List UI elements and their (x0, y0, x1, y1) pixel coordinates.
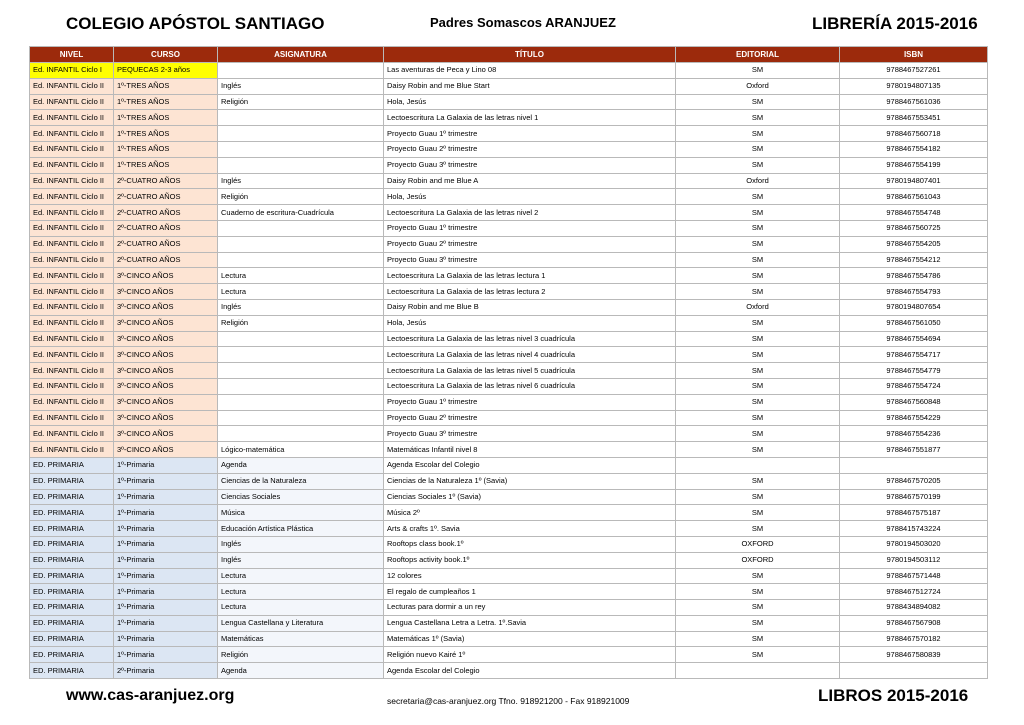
cell-isbn: 9788467551877 (840, 442, 988, 458)
cell-curso: 1º-TRES AÑOS (114, 94, 218, 110)
cell-nivel: Ed. INFANTIL Ciclo II (30, 189, 114, 205)
cell-isbn: 9788467512724 (840, 584, 988, 600)
table-row (30, 521, 988, 537)
table-row (30, 457, 988, 473)
website-link[interactable]: www.cas-aranjuez.org (66, 687, 235, 704)
cell-nivel: ED. PRIMARIA (30, 615, 114, 631)
table-row (30, 505, 988, 521)
cell-nivel: Ed. INFANTIL Ciclo II (30, 157, 114, 173)
cell-asignatura: Música (218, 505, 384, 521)
footer-title: LIBROS 2015-2016 (818, 686, 969, 705)
cell-nivel: Ed. INFANTIL Ciclo II (30, 205, 114, 221)
table-row (30, 378, 988, 394)
cell-isbn: 9788467571448 (840, 568, 988, 584)
cell-isbn: 9788467554786 (840, 268, 988, 284)
cell-curso: 1º-TRES AÑOS (114, 157, 218, 173)
cell-asignatura (218, 331, 384, 347)
cell-nivel: Ed. INFANTIL Ciclo II (30, 410, 114, 426)
cell-editorial: SM (676, 252, 840, 268)
table-row (30, 252, 988, 268)
cell-isbn: 9788467561036 (840, 94, 988, 110)
cell-asignatura: Lectura (218, 600, 384, 616)
cell-curso: 1º-Primaria (114, 615, 218, 631)
cell-asignatura: Religión (218, 315, 384, 331)
school-order: Padres Somascos ARANJUEZ (430, 15, 616, 30)
cell-nivel: Ed. INFANTIL Ciclo II (30, 94, 114, 110)
table-row (30, 315, 988, 331)
cell-curso: 2º-CUATRO AÑOS (114, 173, 218, 189)
cell-isbn: 9780194807654 (840, 299, 988, 315)
table-row (30, 78, 988, 94)
cell-editorial: SM (676, 647, 840, 663)
column-header-nivel: NIVEL (30, 47, 114, 63)
cell-asignatura: Matemáticas (218, 631, 384, 647)
cell-isbn: 9788467567908 (840, 615, 988, 631)
cell-editorial: SM (676, 505, 840, 521)
cell-titulo: Agenda Escolar del Colegio (384, 663, 676, 679)
cell-titulo: Ciencias de la Naturaleza 1º (Savia) (384, 473, 676, 489)
cell-isbn: 9788467575187 (840, 505, 988, 521)
cell-titulo: Lectoescritura La Galaxia de las letras nivel 3 cuadrícula (384, 331, 676, 347)
column-header-asignatura: ASIGNATURA (218, 47, 384, 63)
cell-asignatura: Lectura (218, 268, 384, 284)
cell-titulo: Matemáticas Infantil nivel 8 (384, 442, 676, 458)
cell-nivel: Ed. INFANTIL Ciclo II (30, 126, 114, 142)
table-row (30, 220, 988, 236)
cell-curso: 2º-CUATRO AÑOS (114, 220, 218, 236)
cell-nivel: ED. PRIMARIA (30, 600, 114, 616)
cell-nivel: Ed. INFANTIL Ciclo II (30, 268, 114, 284)
cell-curso: 1º-Primaria (114, 536, 218, 552)
cell-nivel: Ed. INFANTIL Ciclo II (30, 299, 114, 315)
cell-isbn: 9788467560725 (840, 220, 988, 236)
cell-isbn: 9788467554694 (840, 331, 988, 347)
cell-asignatura: Lengua Castellana y Literatura (218, 615, 384, 631)
cell-isbn: 9788415743224 (840, 521, 988, 537)
cell-nivel: ED. PRIMARIA (30, 457, 114, 473)
contact-info: secretaria@cas-aranjuez.org Tfno. 918921200 - Fax 918921009 (387, 696, 630, 706)
cell-nivel: ED. PRIMARIA (30, 489, 114, 505)
table-row (30, 631, 988, 647)
cell-isbn: 9788467554779 (840, 363, 988, 379)
cell-titulo: Las aventuras de Peca y Lino 08 (384, 63, 676, 79)
cell-curso: 3º-CINCO AÑOS (114, 299, 218, 315)
cell-titulo: Daisy Robin and me Blue B (384, 299, 676, 315)
cell-asignatura: Ciencias Sociales (218, 489, 384, 505)
cell-titulo: Lectoescritura La Galaxia de las letras nivel 1 (384, 110, 676, 126)
cell-curso: 3º-CINCO AÑOS (114, 363, 218, 379)
cell-titulo: Proyecto Guau 2º trimestre (384, 141, 676, 157)
cell-editorial: SM (676, 315, 840, 331)
table-row (30, 552, 988, 568)
cell-editorial: SM (676, 94, 840, 110)
cell-isbn: 9788467554717 (840, 347, 988, 363)
list-title: LIBRERÍA 2015-2016 (812, 14, 978, 33)
cell-nivel: Ed. INFANTIL Ciclo II (30, 78, 114, 94)
cell-asignatura: Religión (218, 189, 384, 205)
cell-isbn: 9788467553451 (840, 110, 988, 126)
table-row (30, 615, 988, 631)
cell-editorial: SM (676, 347, 840, 363)
cell-editorial: SM (676, 363, 840, 379)
table-row (30, 489, 988, 505)
cell-curso: 1º-Primaria (114, 457, 218, 473)
book-list-table (29, 46, 988, 679)
cell-asignatura (218, 363, 384, 379)
table-row (30, 94, 988, 110)
cell-asignatura: Inglés (218, 552, 384, 568)
cell-curso: 2º-Primaria (114, 663, 218, 679)
cell-nivel: ED. PRIMARIA (30, 568, 114, 584)
cell-asignatura (218, 126, 384, 142)
cell-nivel: Ed. INFANTIL Ciclo II (30, 110, 114, 126)
cell-curso: 1º-TRES AÑOS (114, 126, 218, 142)
cell-asignatura (218, 410, 384, 426)
table-row (30, 584, 988, 600)
cell-titulo: Proyecto Guau 2º trimestre (384, 410, 676, 426)
cell-titulo: Lengua Castellana Letra a Letra. 1º.Savia (384, 615, 676, 631)
cell-editorial: SM (676, 141, 840, 157)
table-row (30, 647, 988, 663)
cell-curso: 3º-CINCO AÑOS (114, 315, 218, 331)
cell-asignatura: Agenda (218, 663, 384, 679)
table-row (30, 442, 988, 458)
cell-nivel: Ed. INFANTIL Ciclo II (30, 220, 114, 236)
cell-editorial: SM (676, 410, 840, 426)
cell-curso: 3º-CINCO AÑOS (114, 284, 218, 300)
cell-editorial: Oxford (676, 78, 840, 94)
cell-curso: 1º-Primaria (114, 584, 218, 600)
cell-nivel: ED. PRIMARIA (30, 521, 114, 537)
cell-editorial: SM (676, 63, 840, 79)
cell-asignatura: Lectura (218, 284, 384, 300)
cell-isbn: 9780194503020 (840, 536, 988, 552)
cell-asignatura (218, 141, 384, 157)
cell-curso: 1º-Primaria (114, 489, 218, 505)
cell-isbn: 9788467554748 (840, 205, 988, 221)
cell-asignatura (218, 157, 384, 173)
cell-titulo: Música 2º (384, 505, 676, 521)
cell-editorial: OXFORD (676, 536, 840, 552)
cell-isbn: 9780194807135 (840, 78, 988, 94)
cell-curso: 3º-CINCO AÑOS (114, 394, 218, 410)
cell-curso: 1º-TRES AÑOS (114, 110, 218, 126)
cell-editorial: SM (676, 331, 840, 347)
table-row (30, 347, 988, 363)
cell-isbn: 9780194807401 (840, 173, 988, 189)
cell-asignatura: Lectura (218, 568, 384, 584)
cell-titulo: Proyecto Guau 1º trimestre (384, 220, 676, 236)
cell-asignatura: Lectura (218, 584, 384, 600)
school-name: COLEGIO APÓSTOL SANTIAGO (66, 14, 325, 33)
cell-curso: 3º-CINCO AÑOS (114, 426, 218, 442)
cell-editorial: SM (676, 220, 840, 236)
cell-asignatura: Inglés (218, 173, 384, 189)
cell-editorial (676, 663, 840, 679)
table-row (30, 600, 988, 616)
cell-isbn: 9788467570205 (840, 473, 988, 489)
table-row (30, 63, 988, 79)
cell-asignatura: Religión (218, 647, 384, 663)
cell-editorial: SM (676, 568, 840, 584)
cell-nivel: ED. PRIMARIA (30, 536, 114, 552)
cell-asignatura (218, 378, 384, 394)
cell-titulo: Proyecto Guau 1º trimestre (384, 126, 676, 142)
cell-curso: 1º-TRES AÑOS (114, 78, 218, 94)
cell-curso: 2º-CUATRO AÑOS (114, 205, 218, 221)
cell-curso: 3º-CINCO AÑOS (114, 347, 218, 363)
cell-editorial: SM (676, 205, 840, 221)
cell-asignatura (218, 394, 384, 410)
cell-editorial: SM (676, 284, 840, 300)
cell-curso: 1º-Primaria (114, 521, 218, 537)
table-row (30, 173, 988, 189)
cell-asignatura (218, 63, 384, 79)
cell-isbn: 9788467580839 (840, 647, 988, 663)
cell-curso: 1º-Primaria (114, 600, 218, 616)
table-row (30, 394, 988, 410)
table-row (30, 363, 988, 379)
cell-titulo: Hola, Jesús (384, 189, 676, 205)
table-row (30, 268, 988, 284)
cell-isbn: 9788467554793 (840, 284, 988, 300)
cell-isbn: 9788467561050 (840, 315, 988, 331)
cell-nivel: ED. PRIMARIA (30, 584, 114, 600)
cell-nivel: Ed. INFANTIL Ciclo II (30, 315, 114, 331)
cell-titulo: El regalo de cumpleaños 1 (384, 584, 676, 600)
cell-titulo: Hola, Jesús (384, 94, 676, 110)
table-header-row (30, 47, 988, 63)
cell-editorial (676, 457, 840, 473)
cell-isbn: 9788467554229 (840, 410, 988, 426)
cell-curso: 3º-CINCO AÑOS (114, 442, 218, 458)
cell-curso: 3º-CINCO AÑOS (114, 378, 218, 394)
cell-nivel: Ed. INFANTIL Ciclo II (30, 442, 114, 458)
cell-asignatura (218, 426, 384, 442)
cell-titulo: Proyecto Guau 3º trimestre (384, 157, 676, 173)
table-row (30, 189, 988, 205)
cell-curso: 2º-CUATRO AÑOS (114, 189, 218, 205)
cell-titulo: Lectoescritura La Galaxia de las letras nivel 2 (384, 205, 676, 221)
cell-curso: 1º-Primaria (114, 631, 218, 647)
cell-editorial: SM (676, 473, 840, 489)
cell-asignatura: Inglés (218, 78, 384, 94)
table-row (30, 236, 988, 252)
table-row (30, 663, 988, 679)
cell-asignatura: Agenda (218, 457, 384, 473)
cell-isbn: 9788467560848 (840, 394, 988, 410)
cell-titulo: Arts & crafts 1º. Savia (384, 521, 676, 537)
cell-titulo: Proyecto Guau 1º trimestre (384, 394, 676, 410)
column-header-titulo: TÍTULO (384, 47, 676, 63)
cell-nivel: Ed. INFANTIL Ciclo II (30, 378, 114, 394)
cell-curso: 1º-Primaria (114, 568, 218, 584)
cell-asignatura: Cuaderno de escritura-Cuadrícula (218, 205, 384, 221)
cell-editorial: SM (676, 126, 840, 142)
cell-editorial: OXFORD (676, 552, 840, 568)
cell-titulo: Matemáticas 1º (Savia) (384, 631, 676, 647)
cell-editorial: Oxford (676, 299, 840, 315)
cell-editorial: SM (676, 189, 840, 205)
cell-nivel: Ed. INFANTIL Ciclo II (30, 173, 114, 189)
cell-editorial: SM (676, 394, 840, 410)
cell-asignatura (218, 110, 384, 126)
cell-nivel: Ed. INFANTIL Ciclo II (30, 252, 114, 268)
cell-isbn: 9788467561043 (840, 189, 988, 205)
column-header-editorial: EDITORIAL (676, 47, 840, 63)
cell-curso: 1º-Primaria (114, 647, 218, 663)
cell-editorial: SM (676, 157, 840, 173)
table-row (30, 536, 988, 552)
cell-nivel: ED. PRIMARIA (30, 647, 114, 663)
cell-titulo: Ciencias Sociales 1º (Savia) (384, 489, 676, 505)
table-row (30, 299, 988, 315)
cell-titulo: Daisy Robin and me Blue Start (384, 78, 676, 94)
cell-isbn: 9788467527261 (840, 63, 988, 79)
cell-isbn: 9788467554236 (840, 426, 988, 442)
cell-isbn: 9788467560718 (840, 126, 988, 142)
cell-titulo: Daisy Robin and me Blue A (384, 173, 676, 189)
cell-isbn (840, 663, 988, 679)
cell-curso: 1º-Primaria (114, 473, 218, 489)
cell-curso: 3º-CINCO AÑOS (114, 268, 218, 284)
table-row (30, 205, 988, 221)
column-header-curso: CURSO (114, 47, 218, 63)
cell-asignatura: Religión (218, 94, 384, 110)
table-row (30, 126, 988, 142)
cell-editorial: SM (676, 236, 840, 252)
cell-nivel: ED. PRIMARIA (30, 505, 114, 521)
cell-nivel: ED. PRIMARIA (30, 473, 114, 489)
cell-asignatura (218, 236, 384, 252)
cell-editorial: SM (676, 268, 840, 284)
cell-nivel: Ed. INFANTIL Ciclo II (30, 394, 114, 410)
cell-titulo: Lectoescritura La Galaxia de las letras lectura 1 (384, 268, 676, 284)
table-row (30, 568, 988, 584)
cell-nivel: ED. PRIMARIA (30, 552, 114, 568)
cell-editorial: SM (676, 378, 840, 394)
cell-titulo: Proyecto Guau 3º trimestre (384, 426, 676, 442)
cell-titulo: 12 colores (384, 568, 676, 584)
cell-curso: 1º-TRES AÑOS (114, 141, 218, 157)
cell-titulo: Lectoescritura La Galaxia de las letras nivel 6 cuadrícula (384, 378, 676, 394)
cell-editorial: SM (676, 584, 840, 600)
cell-titulo: Proyecto Guau 3º trimestre (384, 252, 676, 268)
table-row (30, 426, 988, 442)
cell-asignatura (218, 347, 384, 363)
cell-titulo: Hola, Jesús (384, 315, 676, 331)
cell-isbn: 9788467554199 (840, 157, 988, 173)
table-row (30, 410, 988, 426)
cell-curso: 1º-Primaria (114, 552, 218, 568)
cell-nivel: Ed. INFANTIL Ciclo II (30, 426, 114, 442)
cell-editorial: Oxford (676, 173, 840, 189)
cell-asignatura: Inglés (218, 536, 384, 552)
cell-titulo: Lectoescritura La Galaxia de las letras nivel 5 cuadrícula (384, 363, 676, 379)
cell-nivel: Ed. INFANTIL Ciclo II (30, 141, 114, 157)
cell-isbn: 9788467554724 (840, 378, 988, 394)
cell-curso: 2º-CUATRO AÑOS (114, 252, 218, 268)
cell-isbn: 9788434894082 (840, 600, 988, 616)
cell-asignatura: Ciencias de la Naturaleza (218, 473, 384, 489)
cell-titulo: Lectoescritura La Galaxia de las letras nivel 4 cuadrícula (384, 347, 676, 363)
cell-asignatura (218, 220, 384, 236)
cell-isbn: 9780194503112 (840, 552, 988, 568)
cell-editorial: SM (676, 110, 840, 126)
cell-editorial: SM (676, 521, 840, 537)
cell-curso: 3º-CINCO AÑOS (114, 331, 218, 347)
cell-titulo: Proyecto Guau 2º trimestre (384, 236, 676, 252)
cell-asignatura: Educación Artística Plástica (218, 521, 384, 537)
cell-nivel: Ed. INFANTIL Ciclo II (30, 284, 114, 300)
cell-isbn (840, 457, 988, 473)
cell-titulo: Religión nuevo Kairé 1º (384, 647, 676, 663)
cell-isbn: 9788467570182 (840, 631, 988, 647)
cell-asignatura (218, 252, 384, 268)
cell-editorial: SM (676, 615, 840, 631)
cell-titulo: Rooftops class book.1º (384, 536, 676, 552)
cell-nivel: ED. PRIMARIA (30, 631, 114, 647)
cell-isbn: 9788467570199 (840, 489, 988, 505)
cell-editorial: SM (676, 631, 840, 647)
cell-titulo: Rooftops activity book.1º (384, 552, 676, 568)
cell-nivel: Ed. INFANTIL Ciclo II (30, 236, 114, 252)
cell-isbn: 9788467554205 (840, 236, 988, 252)
cell-asignatura: Lógico-matemática (218, 442, 384, 458)
cell-curso: PEQUECAS 2-3 años (114, 63, 218, 79)
cell-editorial: SM (676, 426, 840, 442)
cell-nivel: Ed. INFANTIL Ciclo II (30, 363, 114, 379)
cell-editorial: SM (676, 442, 840, 458)
table-row (30, 331, 988, 347)
cell-curso: 2º-CUATRO AÑOS (114, 236, 218, 252)
column-header-isbn: ISBN (840, 47, 988, 63)
cell-nivel: Ed. INFANTIL Ciclo I (30, 63, 114, 79)
table-row (30, 157, 988, 173)
cell-isbn: 9788467554182 (840, 141, 988, 157)
table-row (30, 473, 988, 489)
cell-nivel: ED. PRIMARIA (30, 663, 114, 679)
cell-titulo: Lectoescritura La Galaxia de las letras lectura 2 (384, 284, 676, 300)
cell-isbn: 9788467554212 (840, 252, 988, 268)
cell-titulo: Lecturas para dormir a un rey (384, 600, 676, 616)
cell-editorial: SM (676, 489, 840, 505)
cell-nivel: Ed. INFANTIL Ciclo II (30, 331, 114, 347)
cell-nivel: Ed. INFANTIL Ciclo II (30, 347, 114, 363)
cell-editorial: SM (676, 600, 840, 616)
cell-asignatura: Inglés (218, 299, 384, 315)
cell-titulo: Agenda Escolar del Colegio (384, 457, 676, 473)
table-row (30, 141, 988, 157)
cell-curso: 3º-CINCO AÑOS (114, 410, 218, 426)
cell-curso: 1º-Primaria (114, 505, 218, 521)
table-row (30, 284, 988, 300)
table-row (30, 110, 988, 126)
